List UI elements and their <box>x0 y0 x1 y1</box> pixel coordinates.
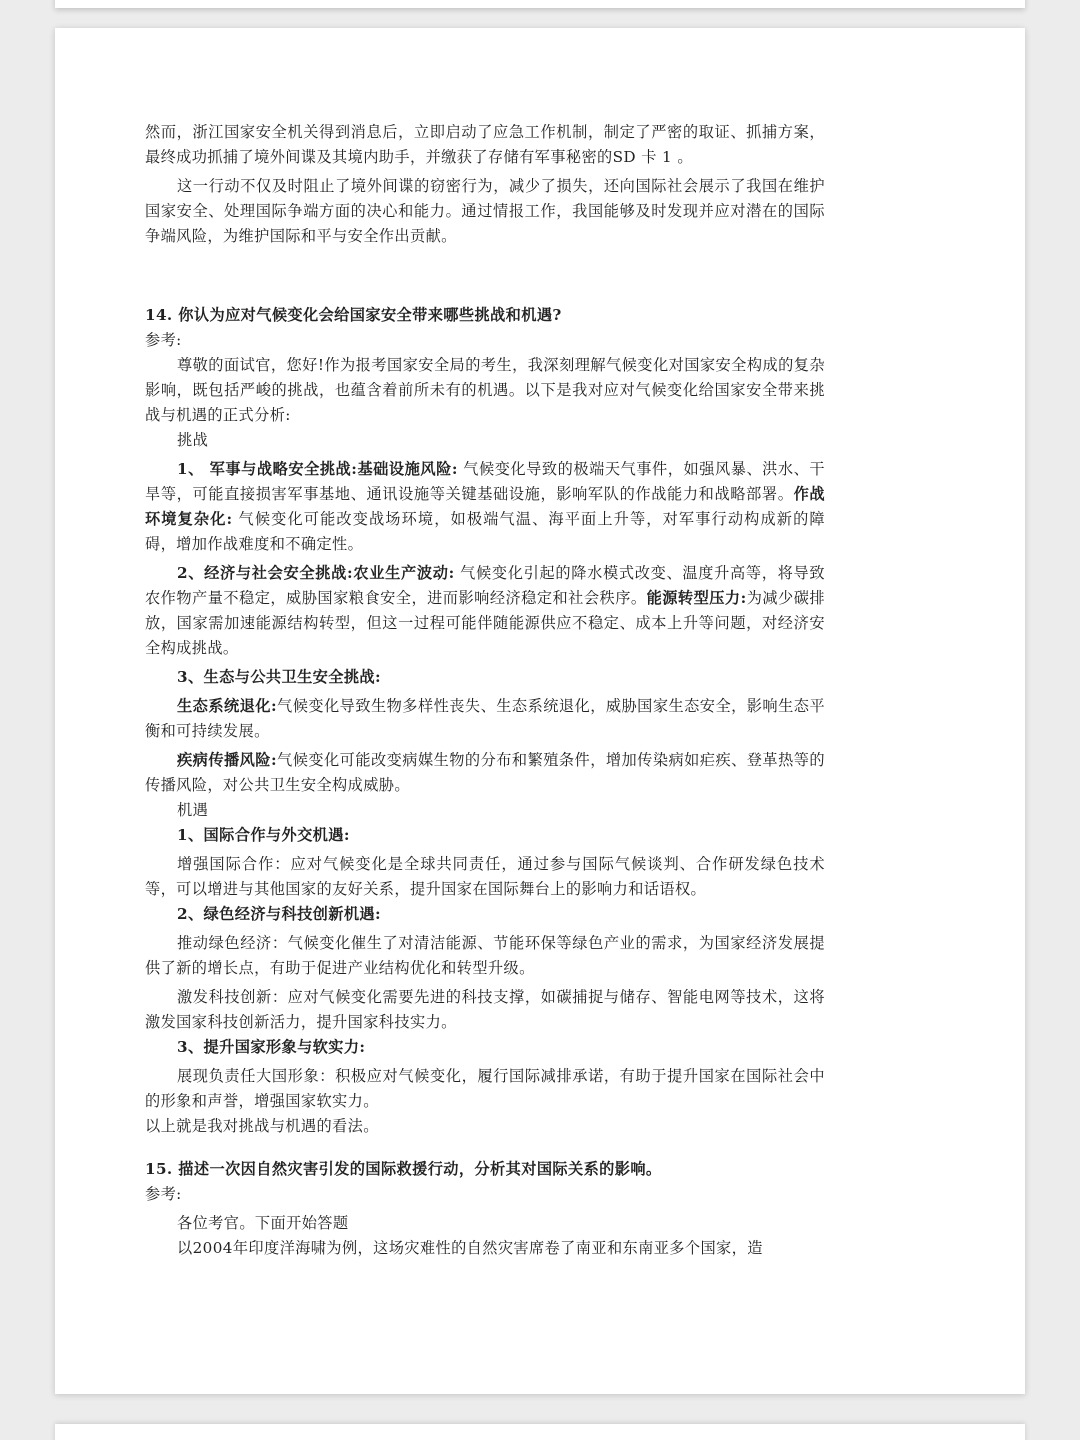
challenge-1-sub1: 基础设施风险: <box>357 460 458 478</box>
challenge-3-text1: 气候变化导致生物多样性丧失、生态系统退化，威胁国家生态安全，影响生态平衡和可持续发展。 <box>145 697 825 740</box>
challenge-2-text2: 为减少碳排放，国家需加速能源结构转型，但这一过程可能伴随能源供应不稳定、成本上升等问题，对经济安全构成挑战。 <box>145 589 825 657</box>
paragraph-intro-2: 这一行动不仅及时阻止了境外间谍的窃密行为，减少了损失，还向国际社会展示了我国在维护国家安全、处理国际争端方面的决心和能力。通过情报工作，我国能够及时发现并应对潜在的国际争端风险，为维护国际和平与安全作出贡献。 <box>145 177 825 245</box>
opportunity-2-title: 2、绿色经济与科技创新机遇: <box>177 905 382 923</box>
opportunity-2-text-2: 激发科技创新：应对气候变化需要先进的科技支撑，如碳捕捉与储存、智能电网等技术，这将激发国家科技创新活力，提升国家科技实力。 <box>145 988 825 1031</box>
challenge-3-item-2 <box>145 748 825 798</box>
challenge-1-text2: 气候变化可能改变战场环境，如极端气温、海平面上升等，对军事行动构成新的障碍，增加作战难度和不确定性。 <box>145 510 825 553</box>
q15-text: 以2004年印度洋海啸为例，这场灾难性的自然灾害席卷了南亚和东南亚多个国家，造 <box>177 1239 763 1257</box>
challenge-2-title: 2、经济与社会安全挑战: <box>177 564 354 582</box>
challenge-3-sub2: 疾病传播风险: <box>177 751 277 769</box>
challenge-1-text1: 气候变化导致的极端天气事件，如强风暴、洪水、干旱等，可能直接损害军事基地、通讯设施等关键基础设施，影响军队的作战能力和战略部署。 <box>145 460 825 503</box>
page-content <box>145 120 825 1261</box>
challenge-3-item-1 <box>145 694 825 744</box>
previous-page-edge <box>55 0 1025 8</box>
opportunity-label: 机遇 <box>177 801 209 819</box>
challenge-3-sub1: 生态系统退化: <box>177 697 277 715</box>
paragraph-intro-1: 然而，浙江国家安全机关得到消息后，立即启动了应急工作机制，制定了严密的取证、抓捕方案，最终成功抓捕了境外间谍及其境内助手，并缴获了存储有军事秘密的SD 卡 1 。 <box>145 123 825 166</box>
opportunity-3-title: 3、提升国家形象与软实力: <box>177 1038 366 1056</box>
challenge-2-sub1: 农业生产波动: <box>353 564 455 582</box>
question-14-title: 14. 你认为应对气候变化会给国家安全带来哪些挑战和机遇? <box>145 306 562 324</box>
challenge-1 <box>145 457 825 557</box>
challenge-3-title: 3、生态与公共卫生安全挑战: <box>177 668 382 686</box>
q14-reference-label: 参考: <box>145 331 182 349</box>
q15-greeting: 各位考官。下面开始答题 <box>177 1214 349 1232</box>
q15-reference-label: 参考: <box>145 1185 182 1203</box>
challenge-1-sub2: 作战环境复杂化: <box>145 485 825 528</box>
q14-opening: 尊敬的面试官，您好!作为报考国家安全局的考生，我深刻理解气候变化对国家安全构成的复杂影响，既包括严峻的挑战，也蕴含着前所未有的机遇。以下是我对应对气候变化给国家安全带来挑战与机遇的正式分析: <box>145 356 825 424</box>
challenge-2-text1: 气候变化引起的降水模式改变、温度升高等，将导致农作物产量不稳定，威胁国家粮食安全，进而影响经济稳定和社会秩序。 <box>145 564 825 607</box>
challenge-2 <box>145 561 825 661</box>
q14-closing: 以上就是我对挑战与机遇的看法。 <box>145 1117 379 1135</box>
challenge-label: 挑战 <box>177 431 209 449</box>
next-page-edge <box>55 1424 1025 1440</box>
opportunity-2-text-1: 推动绿色经济：气候变化催生了对清洁能源、节能环保等绿色产业的需求，为国家经济发展提供了新的增长点，有助于促进产业结构优化和转型升级。 <box>145 934 825 977</box>
challenge-2-sub2: 能源转型压力: <box>646 589 747 607</box>
question-15-title: 15. 描述一次因自然灾害引发的国际救援行动，分析其对国际关系的影响。 <box>145 1160 662 1178</box>
challenge-3-text2: 气候变化可能改变病媒生物的分布和繁殖条件，增加传染病如疟疾、登革热等的传播风险，对公共卫生安全构成威胁。 <box>145 751 825 794</box>
opportunity-3-text: 展现负责任大国形象：积极应对气候变化，履行国际减排承诺，有助于提升国家在国际社会中的形象和声誉，增强国家软实力。 <box>145 1067 825 1110</box>
challenge-1-title: 1、 军事与战略安全挑战: <box>177 460 358 478</box>
opportunity-1-title: 1、国际合作与外交机遇: <box>177 826 350 844</box>
opportunity-1-text: 增强国际合作：应对气候变化是全球共同责任，通过参与国际气候谈判、合作研发绿色技术等，可以增进与其他国家的友好关系，提升国家在国际舞台上的影响力和话语权。 <box>145 855 825 898</box>
